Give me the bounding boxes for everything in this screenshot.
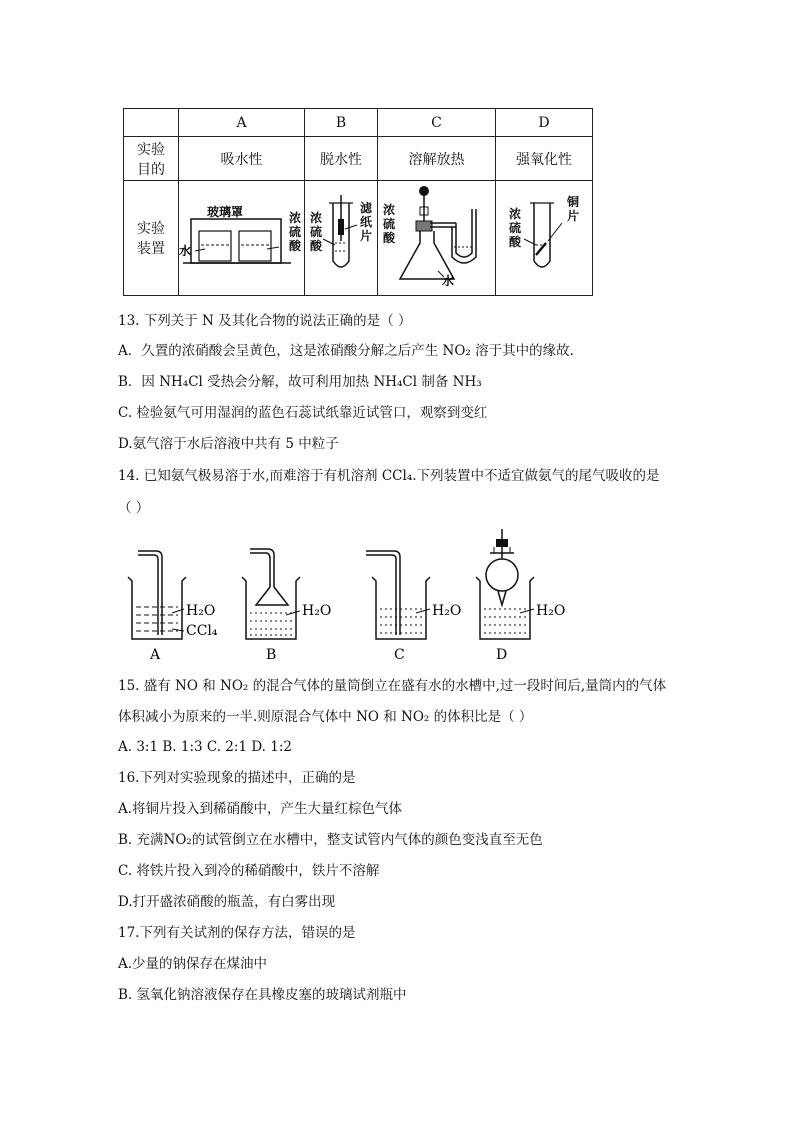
q14-c-h2o-label: H₂O [432,603,462,619]
q14-label-a: A [150,647,161,663]
q17-option-a: A.少量的钠保存在煤油中 [118,956,268,972]
q16-option-b: B. 充满NO₂的试管倒立在水槽中，整支试管内气体的颜色变浅直至无色 [118,832,543,848]
b-paper-label: 滤纸片 [359,201,372,243]
d-acid-label: 浓硫酸 [508,207,521,249]
a-water-label: 水 [179,244,192,258]
table-corner-cell [124,109,179,137]
q15-options: A. 3:1 B. 1:3 C. 2:1 D. 1:2 [118,739,292,755]
q14-beaker-b [242,549,331,663]
q14-beaker-a [128,551,218,663]
row-label-purpose [124,137,179,181]
q16-option-d: D.打开盛浓硝酸的瓶盖，有白雾出现 [118,894,336,910]
q14-answer-paren: （ ） [118,500,150,516]
apparatus-b [305,181,378,296]
table-header-b: B [305,109,378,137]
apparatus-c [378,181,496,296]
q13-option-d: D.氨气溶于水后溶液中共有 5 中粒子 [118,436,339,452]
a-acid-label: 浓硫酸 [288,211,301,253]
q17-stem: 17.下列有关试剂的保存方法，错误的是 [118,925,356,941]
purpose-c: 溶解放热 [378,137,496,181]
table-header-a: A [179,109,305,137]
q14-stem: 14. 已知氨气极易溶于水,而难溶于有机溶剂 CCl₄.下列装置中不适宜做氨气的尾气吸收的是 [118,468,660,484]
purpose-b: 脱水性 [305,137,378,181]
q14-label-b: B [266,647,277,663]
q15-stem-line2: 体积减小为原来的一半.则原混合气体中 NO 和 NO₂ 的体积比是（ ） [118,709,533,725]
q14-b-h2o-label: H₂O [302,603,332,619]
q15-stem-line1: 15. 盛有 NO 和 NO₂ 的混合气体的量筒倒立在盛有水的水槽中,过一段时间后,量筒内的气体 [118,678,667,694]
q16-option-a: A.将铜片投入到稀硝酸中，产生大量红棕色气体 [118,801,403,817]
q14-label-c: C [394,647,405,663]
row-label-apparatus [124,181,179,296]
q13-stem: 13. 下列关于 N 及其化合物的说法正确的是（ ） [118,313,412,329]
row-label-apparatus-line2: 装置 [137,241,165,257]
c-acid-label: 浓硫酸 [382,203,395,245]
q14-a-h2o-label: H₂O [186,603,216,619]
purpose-d: 强氧化性 [496,137,593,181]
q17-option-b: B. 氢氧化钠溶液保存在具橡皮塞的玻璃试剂瓶中 [118,987,407,1003]
q13-option-b: B．因 NH₄Cl 受热会分解，故可利用加热 NH₄Cl 制备 NH₃ [118,374,482,390]
q13-option-c: C. 检验氨气可用湿润的蓝色石蕊试纸靠近试管口，观察到变红 [118,405,488,421]
q16-option-c: C. 将铁片投入到冷的稀硝酸中，铁片不溶解 [118,863,380,879]
q14-apparatus-figure [110,525,570,665]
q14-d-h2o-label: H₂O [536,603,566,619]
q14-beaker-d [476,529,565,663]
q14-a-ccl4-label: CCl₄ [186,623,218,639]
a-cover-label: 玻璃罩 [207,205,244,219]
table-header-d: D [496,109,593,137]
bell-jar-apparatus-image [179,181,304,291]
d-copper-label: 铜片 [566,195,579,223]
apparatus-a [179,181,305,296]
q16-stem: 16.下列对实验现象的描述中，正确的是 [118,770,356,786]
row-label-purpose-line1: 实验 [137,141,165,158]
table-header-c: C [378,109,496,137]
q13-option-a: A．久置的浓硝酸会呈黄色，这是浓硝酸分解之后产生 NO₂ 溶于其中的缘故. [118,343,574,359]
purpose-a: 吸水性 [179,137,305,181]
c-water-label: 水 [442,274,455,288]
experiment-table [123,108,593,296]
b-acid-label: 浓硫酸 [309,211,322,253]
row-label-purpose-line2: 目的 [137,161,165,178]
q14-label-d: D [496,647,508,663]
q14-beaker-c [366,551,461,663]
apparatus-d [496,181,593,296]
row-label-apparatus-line1: 实验 [137,221,165,237]
